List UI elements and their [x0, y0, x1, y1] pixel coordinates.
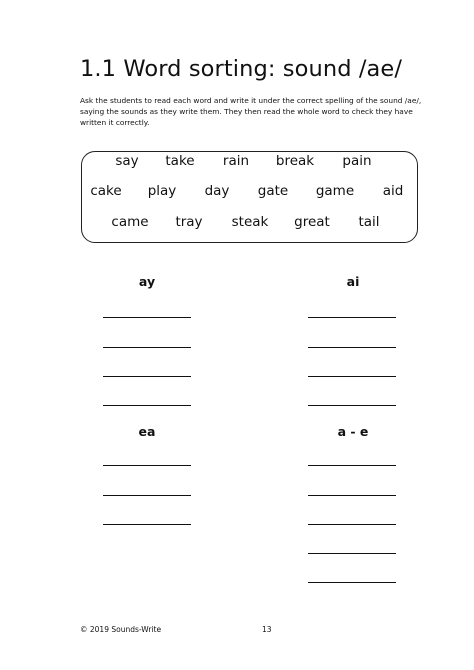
answer-line[interactable] — [308, 317, 396, 318]
word-item: pain — [342, 153, 372, 169]
answer-line[interactable] — [103, 405, 191, 406]
answer-line[interactable] — [308, 553, 396, 554]
word-item: rain — [222, 153, 250, 169]
column-heading-ea: ea — [138, 424, 156, 439]
word-item: tray — [175, 214, 203, 230]
column-heading-a-e: a - e — [337, 424, 369, 439]
word-row — [82, 183, 417, 203]
answer-line[interactable] — [308, 465, 396, 466]
word-item: steak — [231, 214, 269, 230]
column-heading-ay: ay — [138, 274, 156, 289]
word-row — [82, 214, 417, 234]
answer-line[interactable] — [103, 317, 191, 318]
word-bank-box — [81, 151, 418, 243]
word-item: gate — [257, 183, 289, 199]
answer-line[interactable] — [308, 405, 396, 406]
answer-line[interactable] — [308, 582, 396, 583]
word-item: day — [204, 183, 230, 199]
word-item: say — [115, 153, 139, 169]
instructions-text: Ask the students to read each word and write it under the correct spelling of the sound /ae/, saying the sounds as they write them. They then read the whole word to check they have written it correctly. — [80, 96, 422, 127]
word-item: great — [294, 214, 330, 230]
column-heading-ai: ai — [346, 274, 360, 289]
word-item: aid — [382, 183, 404, 199]
word-item: take — [165, 153, 195, 169]
answer-line[interactable] — [308, 347, 396, 348]
answer-line[interactable] — [103, 465, 191, 466]
answer-line[interactable] — [103, 524, 191, 525]
copyright-footer: © 2019 Sounds-Write — [80, 625, 162, 634]
answer-line[interactable] — [308, 495, 396, 496]
page-title: 1.1 Word sorting: sound /ae/ — [80, 56, 403, 82]
word-item: break — [275, 153, 315, 169]
word-row — [82, 153, 417, 173]
answer-line[interactable] — [308, 524, 396, 525]
page-number: 13 — [262, 625, 272, 634]
answer-line[interactable] — [103, 376, 191, 377]
word-item: came — [111, 214, 149, 230]
word-item: tail — [358, 214, 380, 230]
answer-line[interactable] — [103, 347, 191, 348]
answer-line[interactable] — [308, 376, 396, 377]
word-item: game — [315, 183, 355, 199]
word-item: cake — [90, 183, 122, 199]
word-item: play — [147, 183, 177, 199]
answer-line[interactable] — [103, 495, 191, 496]
